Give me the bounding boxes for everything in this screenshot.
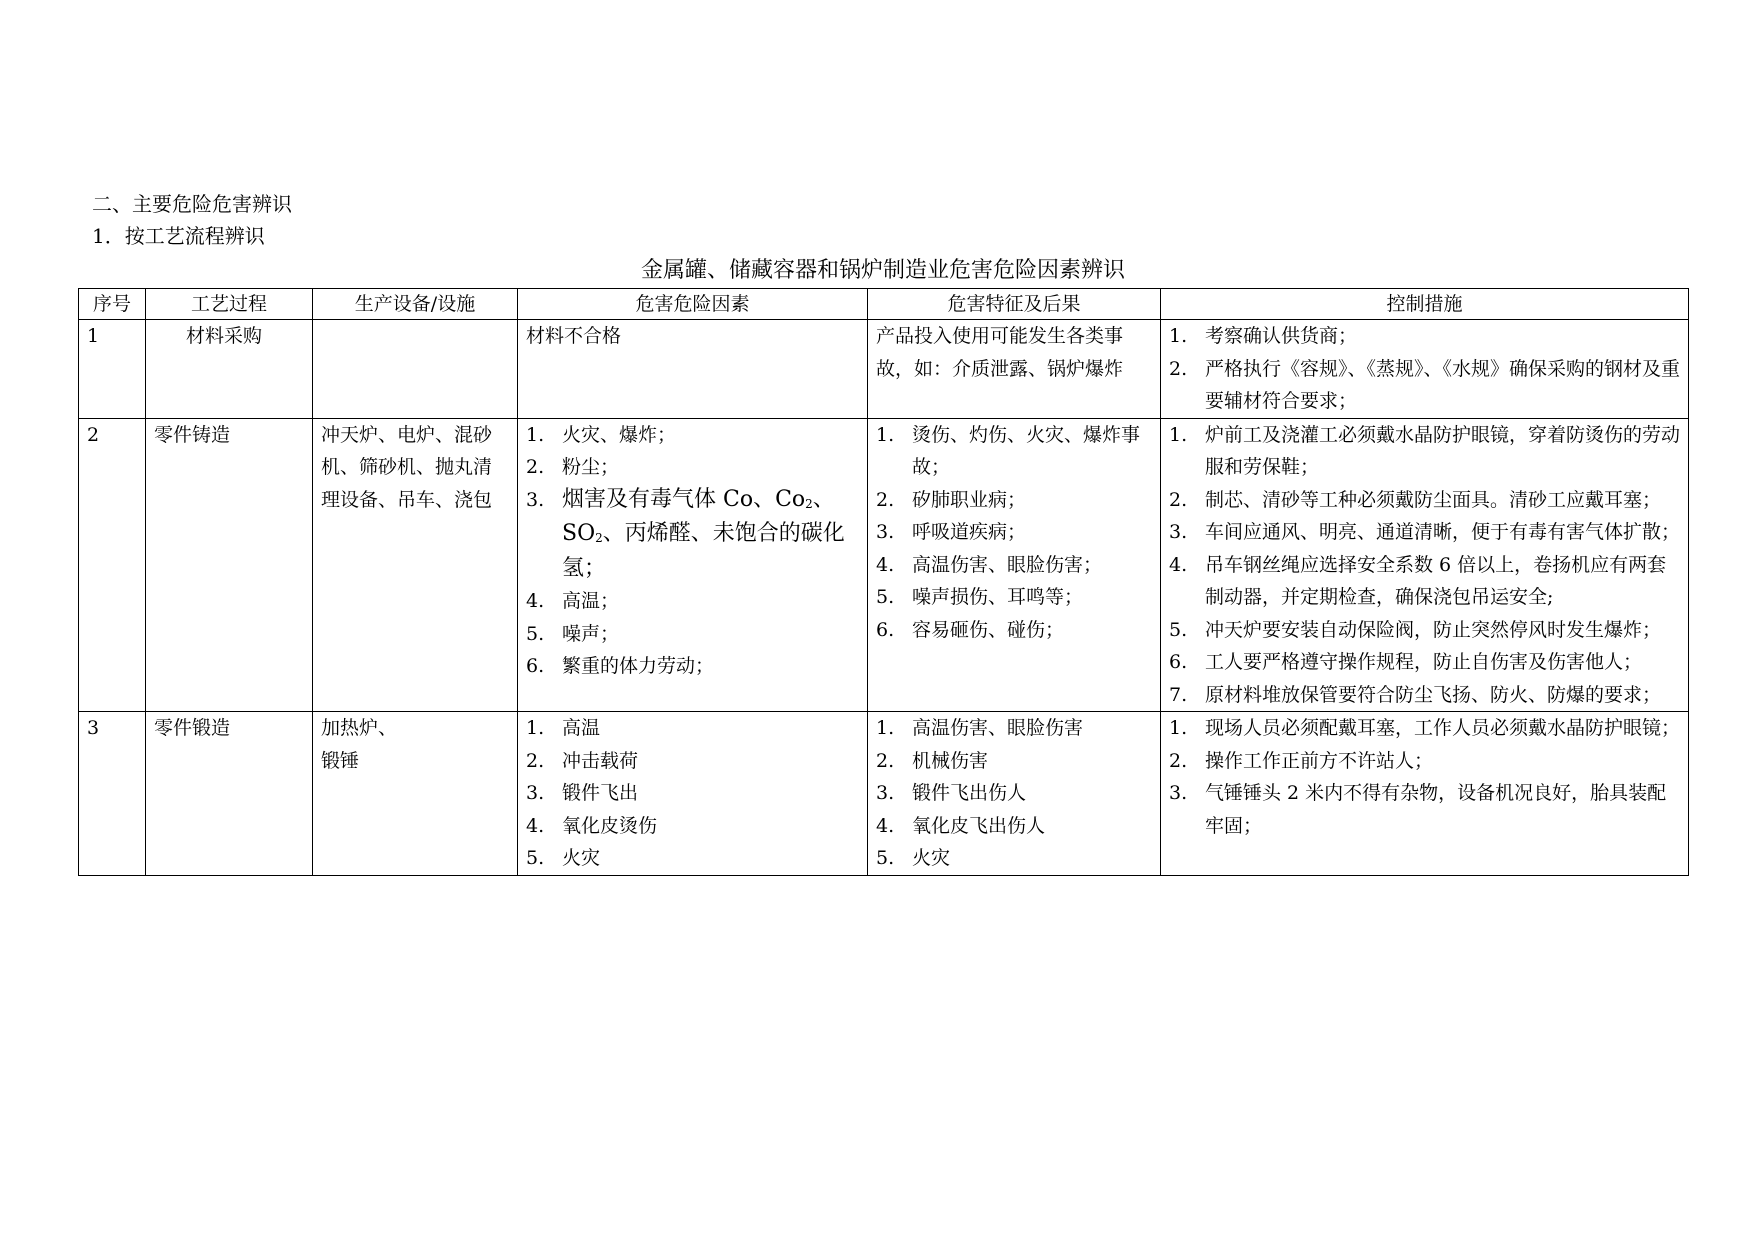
process-cell: 零件铸造 [146,418,313,712]
consequences-cell [868,712,1161,876]
list-item: 2. 机械伤害 [876,749,989,772]
list-item: 5. 冲天炉要安装自动保险阀，防止突然停风时发生爆炸； [1169,618,1662,641]
list-item: 6. 工人要严格遵守操作规程，防止自伤害及伤害他人； [1169,651,1643,673]
table-row [79,712,1689,876]
table-header-row [79,289,1689,320]
list-item: 4. 高温伤害、眼脸伤害； [876,553,1103,576]
list-item: 5. 噪声； [526,622,620,645]
measures-cell [1161,712,1689,876]
hazards-cell [518,712,868,876]
list-item: 3. 车间应通风、明亮、通道清晰，便于有毒有害气体扩散； [1169,521,1681,543]
measures-cell [1161,320,1689,419]
list-item: 6. 容易砸伤、碰伤； [876,618,1065,641]
list-item: 2. 制芯、清砂等工种必须戴防尘面具。清砂工应戴耳塞； [1169,488,1662,511]
column-header: 控制措施 [1161,289,1689,320]
list-item: 5. 噪声损伤、耳鸣等； [876,586,1084,608]
list-item: 4. 高温； [526,590,620,612]
list-item: 3. 呼吸道疾病； [876,521,1027,543]
column-header: 序号 [79,289,146,320]
hazards-cell [518,418,868,712]
column-header: 危害危险因素 [518,289,868,320]
list-item: 1. 高温 [526,717,601,739]
list-item: 1. 现场人员必须配戴耳塞，工作人员必须戴水晶防护眼镜； [1169,717,1681,739]
sub-heading: 1．按工艺流程辨识 [92,224,265,248]
process-cell: 材料采购 [146,320,313,419]
list-item: 1. 考察确认供货商； [1169,325,1358,347]
equipment-cell: 冲天炉、电炉、混砂机、筛砂机、抛丸清理设备、吊车、浇包 [313,418,518,712]
list-item: 1. 炉前工及浇灌工必须戴水晶防护眼镜，穿着防烫伤的劳动服和劳保鞋； [1169,423,1681,478]
hazard-table [78,288,1689,876]
equipment-cell [313,712,518,876]
process-cell: 零件锻造 [146,712,313,876]
hazards-cell: 材料不合格 [518,320,868,419]
row-number: 3 [79,712,146,876]
table-row [79,418,1689,712]
list-item: 1. 火灾、爆炸； [526,423,677,446]
measures-cell [1161,418,1689,712]
consequences-cell [868,418,1161,712]
list-item: 5. 火灾 [876,847,951,869]
row-number: 2 [79,418,146,712]
list-item: 3. 锻件飞出伤人 [876,782,1027,804]
equipment-cell [313,320,518,419]
list-item: 4. 氧化皮飞出伤人 [876,814,1046,837]
list-item: 6. 繁重的体力劳动； [526,655,715,677]
column-header: 危害特征及后果 [868,289,1161,320]
equipment-line: 加热炉、 [321,717,398,739]
list-item: 1. 烫伤、灼伤、火灾、爆炸事故； [876,423,1141,478]
row-number: 1 [79,320,146,419]
section-heading: 二、主要危险危害辨识 [92,192,292,216]
list-item: 4. 氧化皮烫伤 [526,814,658,837]
list-item: 4. 吊车钢丝绳应选择安全系数 6 倍以上，卷扬机应有两套制动器，并定期检查，确保浇包吊运安全; [1169,553,1667,608]
consequences-cell: 产品投入使用可能发生各类事故，如：介质泄露、锅炉爆炸 [868,320,1161,419]
list-item: 3. 烟害及有毒气体 Co、$Co_2$、$SO_2$、丙烯醛、未饱合的碳化氢； [526,486,845,581]
list-item: 2. 严格执行《容规》、《蒸规》、《水规》确保采购的钢材及重要辅材符合要求； [1169,357,1681,412]
list-item: 1. 高温伤害、眼脸伤害 [876,717,1084,739]
list-item: 7. 原材料堆放保管要符合防尘飞扬、防火、防爆的要求； [1169,683,1662,706]
list-item: 3. 锻件飞出 [526,782,639,804]
list-item: 2. 冲击载荷 [526,749,639,772]
list-item: 2. 操作工作正前方不许站人； [1169,749,1434,772]
equipment-line: 锻锤 [321,749,360,772]
list-item: 3. 气锤锤头 2 米内不得有杂物，设备机况良好，胎具装配牢固； [1169,782,1667,837]
column-header: 生产设备/设施 [313,289,518,320]
list-item: 2. 粉尘； [526,456,620,478]
column-header: 工艺过程 [146,289,313,320]
list-item: 2. 矽肺职业病； [876,488,1027,511]
table-title: 金属罐、储藏容器和锅炉制造业危害危险因素辨识 [640,258,1125,283]
table-row [79,320,1689,419]
list-item: 5. 火灾 [526,847,601,869]
